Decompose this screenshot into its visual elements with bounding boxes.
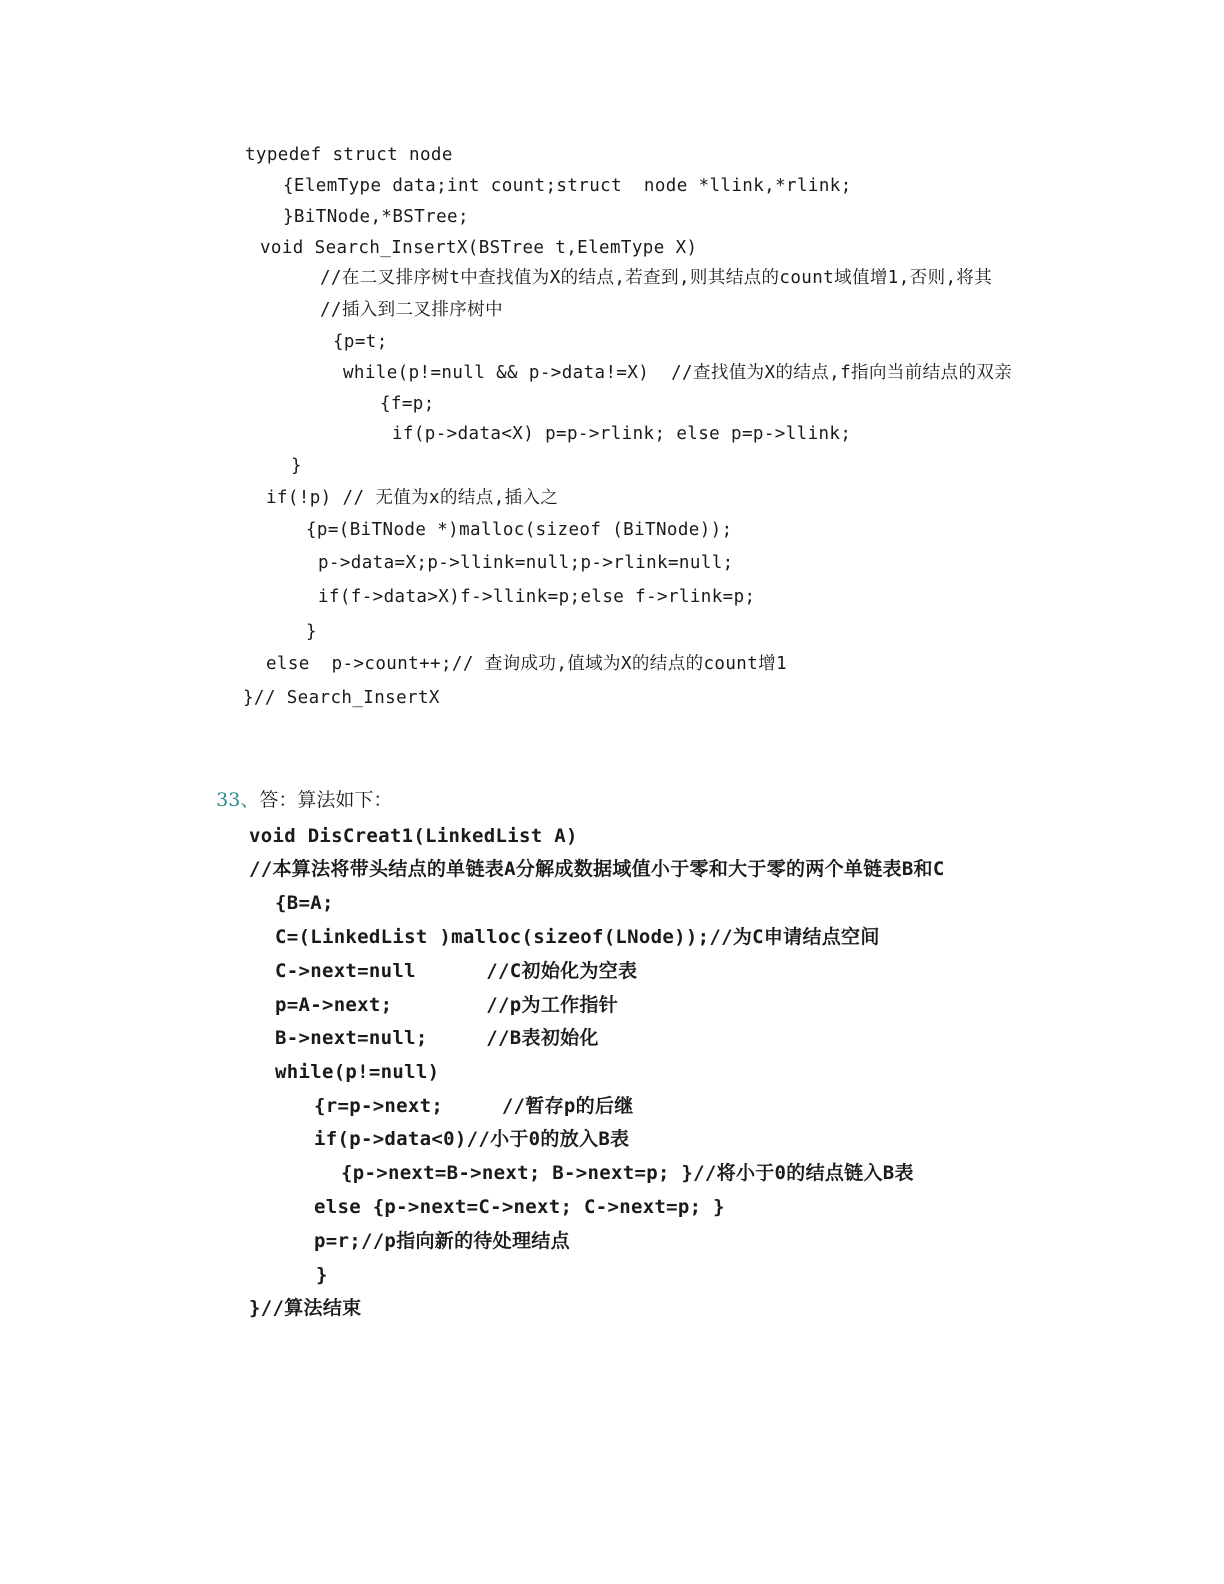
code-line: }// Search_InsertX: [243, 688, 440, 708]
code-line: }: [291, 456, 302, 476]
code-line: typedef struct node: [245, 145, 453, 165]
code-line: else p->count++;// 查询成功,值域为X的结点的count增1: [266, 654, 788, 674]
code-line: else {p->next=C->next; C->next=p; }: [314, 1196, 725, 1218]
question-heading: [192, 772, 392, 829]
code-line: B->next=null; //B表初始化: [275, 1027, 599, 1049]
code-line: }BiTNode,*BSTree;: [283, 207, 469, 227]
question-text: 答：算法如下：: [259, 789, 393, 811]
code-line: {p->next=B->next; B->next=p; }//将小于0的结点链入B表: [341, 1162, 914, 1184]
code-line: if(!p) // 无值为x的结点,插入之: [266, 488, 559, 508]
code-line: void DisCreat1(LinkedList A): [249, 825, 578, 847]
code-line: {r=p->next; //暂存p的后继: [314, 1095, 634, 1117]
code-line: {B=A;: [275, 892, 334, 914]
code-line: void Search_InsertX(BSTree t,ElemType X): [260, 238, 698, 258]
code-line: while(p!=null && p->data!=X) //查找值为X的结点,f指向当前结点的双亲: [343, 363, 1013, 383]
code-comment: //插入到二叉排序树中: [320, 300, 503, 320]
code-line: {p=(BiTNode *)malloc(sizeof (BiTNode));: [306, 520, 733, 540]
code-line: if(f->data>X)f->llink=p;else f->rlink=p;: [318, 587, 756, 607]
code-line: {p=t;: [333, 332, 388, 352]
code-line: if(p->data<0)//小于0的放入B表: [314, 1128, 630, 1150]
code-line: }: [306, 622, 317, 642]
code-comment: //在二叉排序树t中查找值为X的结点,若查到,则其结点的count域值增1,否则,将其: [320, 268, 993, 288]
code-line: p=r;//p指向新的待处理结点: [314, 1230, 570, 1252]
code-line: C=(LinkedList )malloc(sizeof(LNode));//为C申请结点空间: [275, 926, 880, 948]
code-line: }: [316, 1264, 328, 1286]
code-line: C->next=null //C初始化为空表: [275, 960, 638, 982]
code-line: }//算法结束: [249, 1297, 362, 1319]
question-number: 33、: [216, 789, 260, 811]
code-line: {ElemType data;int count;struct node *llink,*rlink;: [283, 176, 852, 196]
code-line: p=A->next; //p为工作指针: [275, 994, 619, 1016]
code-comment: //本算法将带头结点的单链表A分解成数据域值小于零和大于零的两个单链表B和C: [249, 858, 945, 880]
code-line: p->data=X;p->llink=null;p->rlink=null;: [318, 553, 734, 573]
code-line: if(p->data<X) p=p->rlink; else p=p->llink;: [392, 424, 852, 444]
code-line: {f=p;: [380, 394, 435, 414]
code-line: while(p!=null): [275, 1061, 440, 1083]
